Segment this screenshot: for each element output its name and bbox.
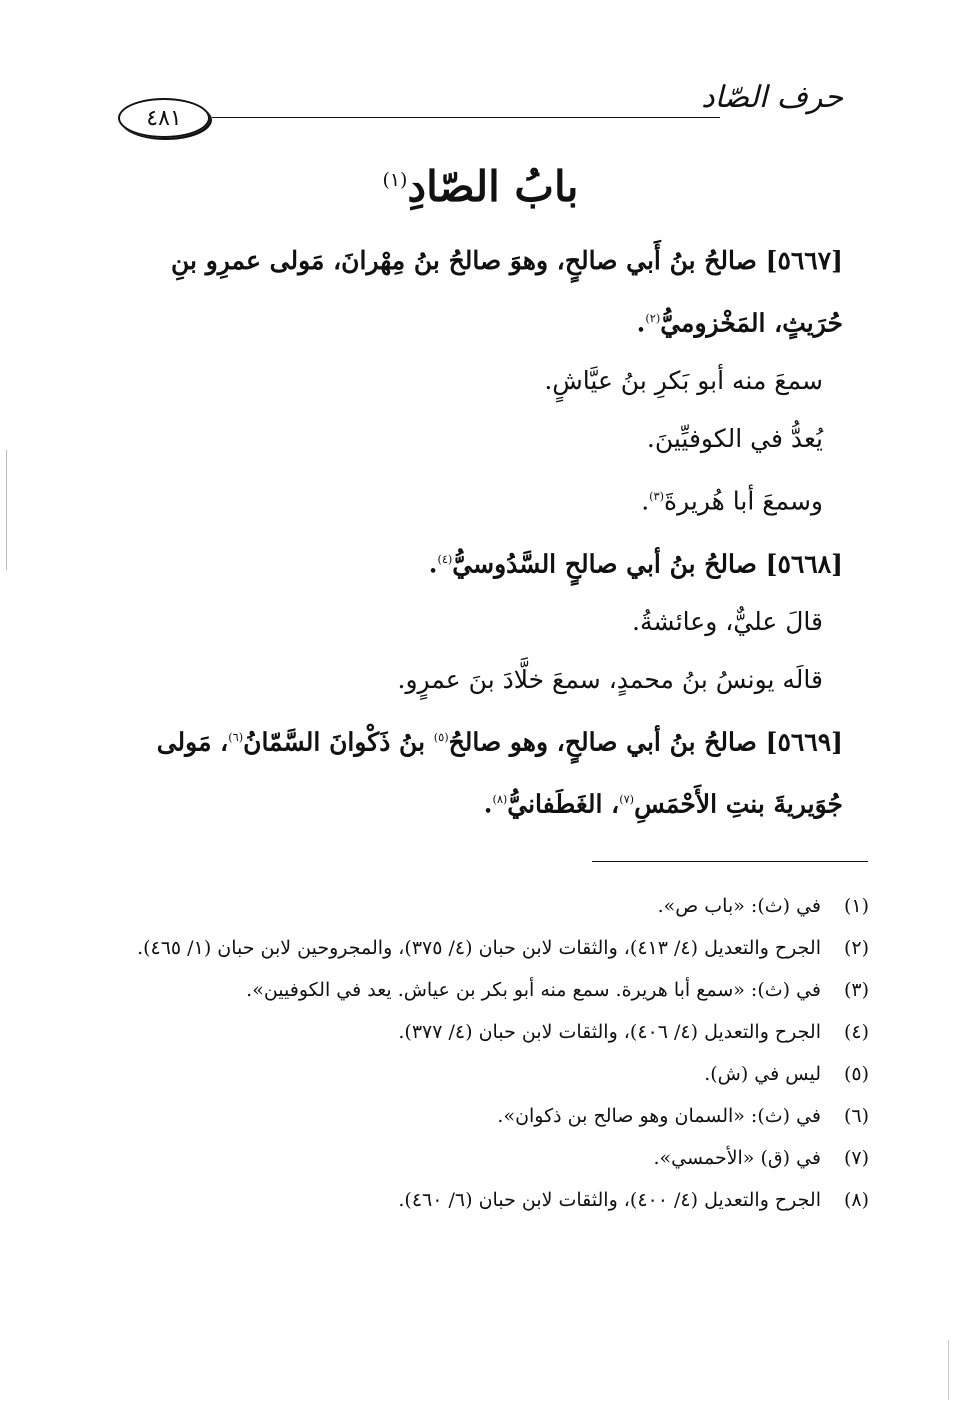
footnote-8 [109, 1179, 869, 1221]
running-head: حرف الصّاد [701, 80, 843, 115]
entry-name-part: بنُ ذَكْوانَ السَّمّانُ [243, 727, 426, 757]
entry-name-part: ، مَولى [156, 727, 229, 757]
footnote-number: (٨) [843, 1189, 869, 1211]
entry-end-mark: . [641, 486, 650, 516]
footnote-4 [109, 1011, 869, 1053]
entry-body-text: يُعدُّ في الكوفيِّينَ. [646, 424, 823, 454]
footnote-3 [109, 969, 869, 1011]
footnote-text: الجرح والتعديل (٤/ ٤٠٠)، والثقات لابن حبان (٦/ ٤٦٠). [398, 1189, 821, 1211]
footnote-number: (٦) [843, 1105, 869, 1127]
entry-name-part: ، الغَطَفانيُّ [507, 789, 620, 819]
footnote-number: (١) [843, 895, 869, 917]
entry-5668-line-1 [118, 593, 843, 651]
footnote-ref: (٢) [645, 312, 661, 325]
entry-body-text: سمعَ منه أبو بَكرِ بنُ عيَّاشٍ. [544, 366, 823, 396]
footnote-number: (٢) [843, 937, 869, 959]
entry-number: [٥٦٦٩] [765, 727, 843, 757]
entry-body-text: وسمعَ أبا هُريرةَ [663, 486, 823, 516]
footnote-text: الجرح والتعديل (٤/ ٤٠٦)، والثقات لابن حبان (٤/ ٣٧٧). [398, 1021, 821, 1043]
entry-name-line1: صالحُ بنُ أبي صالحٍ السَّدُوسيُّ [452, 548, 757, 578]
entry-5667-line-3 [118, 468, 843, 530]
footnote-1 [109, 885, 869, 927]
entry-5667-line-1 [118, 352, 843, 410]
chapter-title [0, 152, 961, 215]
entry-5667-heading-cont [118, 290, 843, 352]
scan-margin-line [6, 450, 7, 570]
entry-body-text: قالَه يونسُ بنُ محمدٍ، سمعَ خلَّادَ بنَ عمرٍو. [397, 664, 823, 694]
entry-name-line1: صالحُ بنُ أَبي صالحٍ، وهوَ صالحُ بنُ مِهْرانَ، مَولى عمرِو بنِ [171, 246, 757, 275]
footnotes [109, 885, 869, 1221]
entry-5669-heading-cont [118, 771, 843, 833]
footnote-ref: (٤) [437, 552, 453, 566]
footnote-2 [109, 927, 869, 969]
entry-name-part: صالحُ بنُ أبي صالحٍ، وهو صالحُ [448, 727, 757, 757]
entry-end-mark: . [483, 789, 493, 819]
entry-5668-heading [118, 531, 843, 593]
page-number: ٤٨١ [118, 98, 210, 138]
entry-5667-line-2 [118, 410, 843, 468]
main-text [118, 232, 843, 834]
footnote-number: (٤) [843, 1021, 869, 1043]
footnote-ref: (٣) [649, 490, 664, 504]
entry-name-line2: حُرَيثٍ، المَخْزوميُّ [660, 308, 843, 338]
footnote-text: في (ق) «الأحمسي». [653, 1147, 821, 1169]
scan-margin-line [948, 1340, 949, 1400]
footnote-text: في (ث): «السمان وهو صالح بن ذكوان». [497, 1105, 821, 1127]
footnote-text: الجرح والتعديل (٤/ ٤١٣)، والثقات لابن حبان (٤/ ٣٧٥)، والمجروحين لابن حبان (١/ ٤٦٥). [137, 937, 821, 959]
entry-number: [٥٦٦٧] [765, 246, 843, 275]
footnote-ref: (٧) [619, 793, 635, 807]
footnote-6 [109, 1095, 869, 1137]
header-rule [212, 117, 720, 118]
footnote-text: ليس في (ش). [704, 1063, 821, 1085]
footnote-ref: (٥) [433, 730, 449, 744]
entry-5667-heading [118, 232, 843, 290]
entry-number: [٥٦٦٨] [765, 548, 843, 578]
entry-end-mark: . [636, 308, 646, 338]
footnote-number: (٥) [843, 1063, 869, 1085]
footnote-number: (٧) [843, 1147, 869, 1169]
entry-end-mark: . [428, 548, 438, 578]
footnote-ref: (٦) [228, 730, 244, 744]
footnote-ref: (٨) [492, 793, 508, 807]
entry-body-text: قالَ عليٌّ، وعائشةُ. [632, 606, 823, 636]
footnote-5 [109, 1053, 869, 1095]
footnote-text: في (ث): «باب ص». [657, 895, 821, 917]
chapter-title-text: بابُ الصّادِ [407, 162, 579, 211]
chapter-title-footnote-ref: (١) [382, 169, 408, 191]
entry-5668-line-2 [118, 651, 843, 709]
entry-5669-heading [118, 709, 843, 771]
footnote-text: في (ث): «سمع أبا هريرة. سمع منه أبو بكر بن عياش. يعد في الكوفيين». [246, 979, 821, 1001]
footnote-number: (٣) [843, 979, 869, 1001]
entry-name-part: جُوَيريةَ بنتِ الأَحْمَسِ [634, 789, 843, 819]
footnote-7 [109, 1137, 869, 1179]
footnote-separator [592, 861, 868, 862]
